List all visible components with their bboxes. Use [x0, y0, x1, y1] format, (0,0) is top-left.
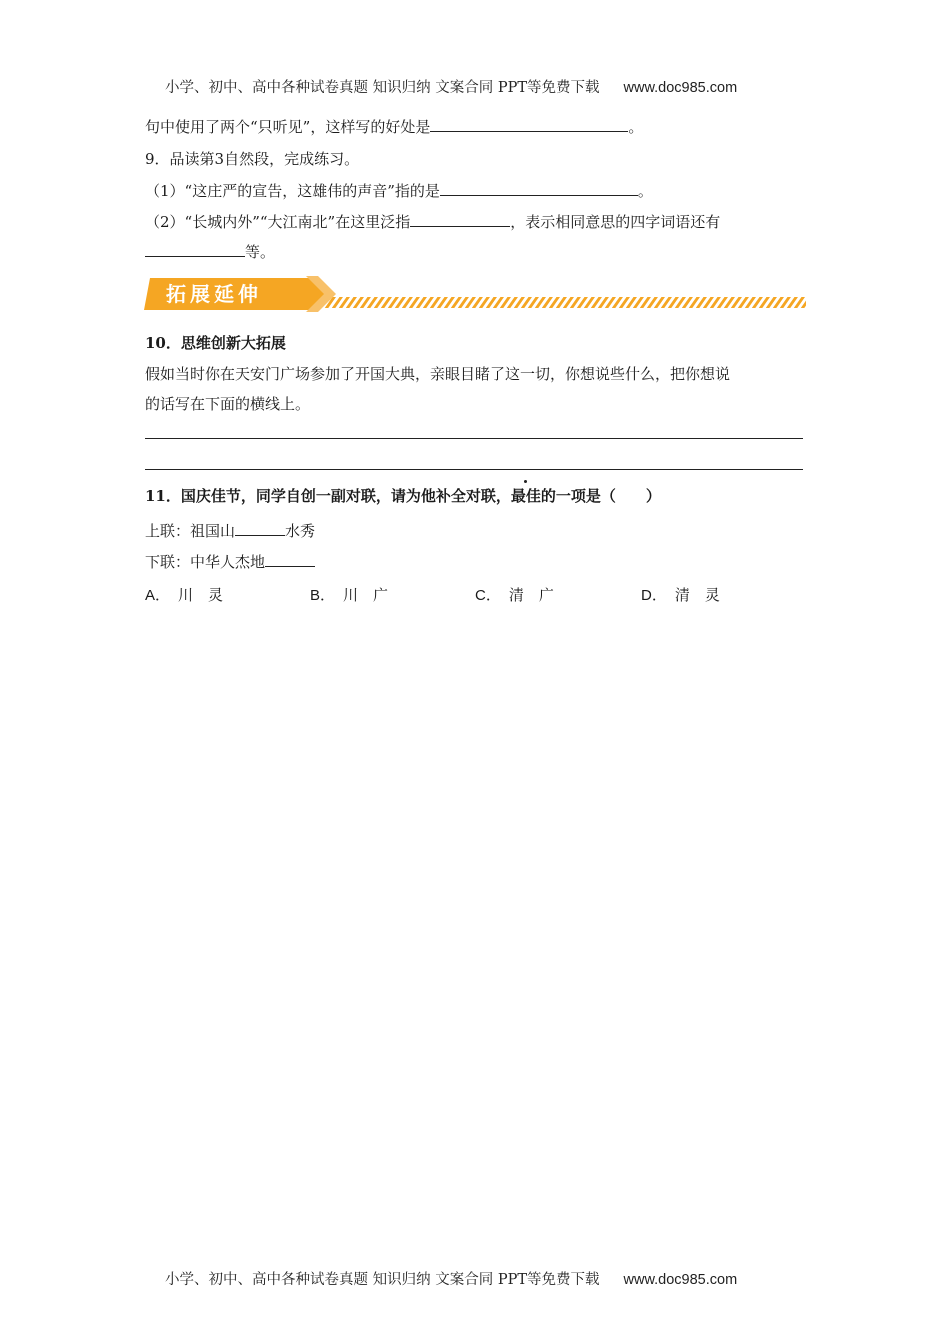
answer-blank[interactable] [430, 117, 628, 132]
q9-sub2-prefix: （2）“长城内外”“大江南北”在这里泛指 [145, 213, 411, 231]
answer-blank[interactable] [410, 212, 510, 227]
option-letter: A． [145, 587, 171, 604]
q9-sub2-suffix: 等。 [245, 243, 276, 261]
q8-tail-suffix: 。 [628, 118, 644, 136]
option-text: 川 广 [343, 586, 389, 604]
option-text: 川 灵 [178, 586, 224, 604]
q11-lower [145, 552, 315, 572]
q8-tail-prefix: 句中使用了两个“只听见”，这样写的好处是 [145, 118, 431, 136]
page-header [165, 76, 737, 97]
q10-title: 10．思维创新大拓展 [145, 334, 286, 352]
q9-sub2 [145, 212, 720, 232]
q11-upper-suffix: 水秀 [285, 522, 316, 540]
q11-upper [145, 521, 315, 541]
q11-title-suffix: 的一项是（ ） [540, 487, 661, 505]
option-text: 清 灵 [674, 586, 720, 604]
option-letter: B． [310, 587, 336, 604]
option-letter: C． [475, 587, 501, 604]
q9-sub2-cont [145, 242, 275, 262]
q9-sub1 [145, 181, 653, 201]
q11-title-prefix: 11．国庆佳节，同学自创一副对联，请为他补全对联， [145, 487, 511, 505]
answer-blank[interactable] [145, 242, 245, 257]
q9-title: 9．品读第3自然段，完成练习。 [145, 150, 360, 168]
answer-blank[interactable] [235, 521, 285, 536]
option-a[interactable] [145, 584, 223, 605]
q11-lower-prefix: 下联：中华人杰地 [145, 553, 266, 571]
q11-title [145, 486, 661, 506]
header-text: 小学、初中、高中各种试卷真题 知识归纳 文案合同 PPT等免费下载 [165, 80, 600, 96]
option-b[interactable] [310, 584, 388, 605]
answer-line-2[interactable] [145, 469, 803, 470]
page-footer [165, 1268, 737, 1289]
banner-label: 拓展延伸 [166, 282, 262, 306]
banner-hatch-stripe [322, 297, 806, 308]
q9-sub1-prefix: （1）“这庄严的宣告，这雄伟的声音”指的是 [145, 182, 440, 200]
q11-upper-prefix: 上联：祖国山 [145, 522, 236, 540]
option-letter: D． [641, 587, 667, 604]
option-c[interactable] [475, 584, 554, 605]
answer-blank[interactable] [265, 552, 315, 567]
q10-line1: 假如当时你在天安门广场参加了开国大典，亲眼目睹了这一切，你想说些什么，把你想说 [145, 365, 731, 383]
option-text: 清 广 [508, 586, 554, 604]
answer-blank[interactable] [440, 181, 638, 196]
q10-line2: 的话写在下面的横线上。 [145, 395, 311, 413]
q8-tail-line [145, 117, 643, 137]
option-d[interactable] [641, 584, 720, 605]
header-url[interactable]: www.doc985.com [623, 80, 738, 96]
q9-sub2-mid: ，表示相同意思的四字词语还有 [510, 213, 721, 231]
q9-sub1-suffix: 。 [637, 182, 653, 200]
footer-url[interactable]: www.doc985.com [623, 1272, 738, 1288]
footer-text: 小学、初中、高中各种试卷真题 知识归纳 文案合同 PPT等免费下载 [165, 1272, 600, 1288]
q11-emphasis: 最佳 [510, 487, 541, 505]
answer-line-1[interactable] [145, 438, 803, 439]
section-banner [140, 272, 808, 314]
